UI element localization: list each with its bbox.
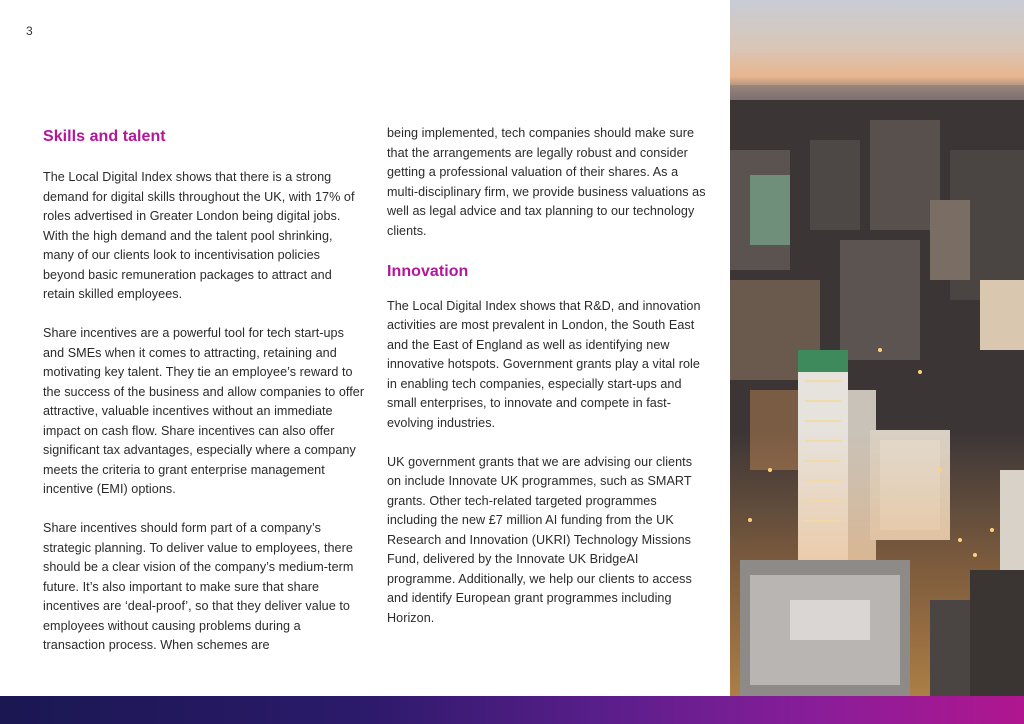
city-skyline-illustration bbox=[730, 0, 1024, 696]
paragraph: UK government grants that we are advising our clients on include Innovate UK programmes, such as SMART grants. Other tech-related targeted programmes including the new £7 million AI funding from the UK Research and Innovation (UKRI) Technology Missions Fund, delivered by the Innovate UK BridgeAI programme. Additionally, we help our clients to access and identify European grant programmes including Horizon. bbox=[387, 454, 693, 625]
city-skyline-photo bbox=[730, 0, 1024, 696]
footer-gradient-bar bbox=[0, 696, 1024, 724]
paragraph: Share incentives should form part of a company’s strategic planning. To deliver value to employees, there should be a clear vision of the company’s medium-term future. It’s also important to make sure that share incentives are ‘deal-proof’, so that they deliver value to employees without causing problems during a transaction process. When schemes are bbox=[43, 521, 354, 652]
paragraph-continuation: being implemented, tech companies should make sure that the arrangements are legally robust and consider getting a professional valuation of their shares. As a multi-disciplinary firm, we provide business valuations as well as legal advice and tax planning to our technology clients. bbox=[387, 126, 706, 238]
paragraph: The Local Digital Index shows that R&D, and innovation activities are most prevalent in London, the South East and the East of England as well as identifying new innovative hotspots. Government grants play a vital role in enabling tech companies, especially start-ups and small enterprises, to innovate and compete in fast-evolving industries. bbox=[387, 298, 701, 430]
paragraph: The Local Digital Index shows that there is a strong demand for digital skills throughout the UK, with 17% of roles advertised in Greater London being digital jobs. With the high demand and the talent pool shrinking, many of our clients look to incentivisation policies beyond basic remuneration packages to attract and retain skilled employees. bbox=[43, 170, 355, 301]
left-column bbox=[43, 124, 365, 675]
heading-innovation: Innovation bbox=[387, 262, 469, 280]
paragraph: Share incentives are a powerful tool for tech start-ups and SMEs when it comes to attracting, retaining and motivating key talent. They tie an employee’s reward to the success of the business and allow companies to offer attractive, valuable incentives without an immediate impact on cash flow. Share incentives can also offer significant tax advantages, especially where a company meets the criteria to grant enterprise management incentive (EMI) options. bbox=[43, 326, 365, 496]
right-column bbox=[387, 124, 709, 648]
heading-skills-and-talent: Skills and talent bbox=[43, 128, 166, 145]
page-number: 3 bbox=[26, 24, 33, 38]
